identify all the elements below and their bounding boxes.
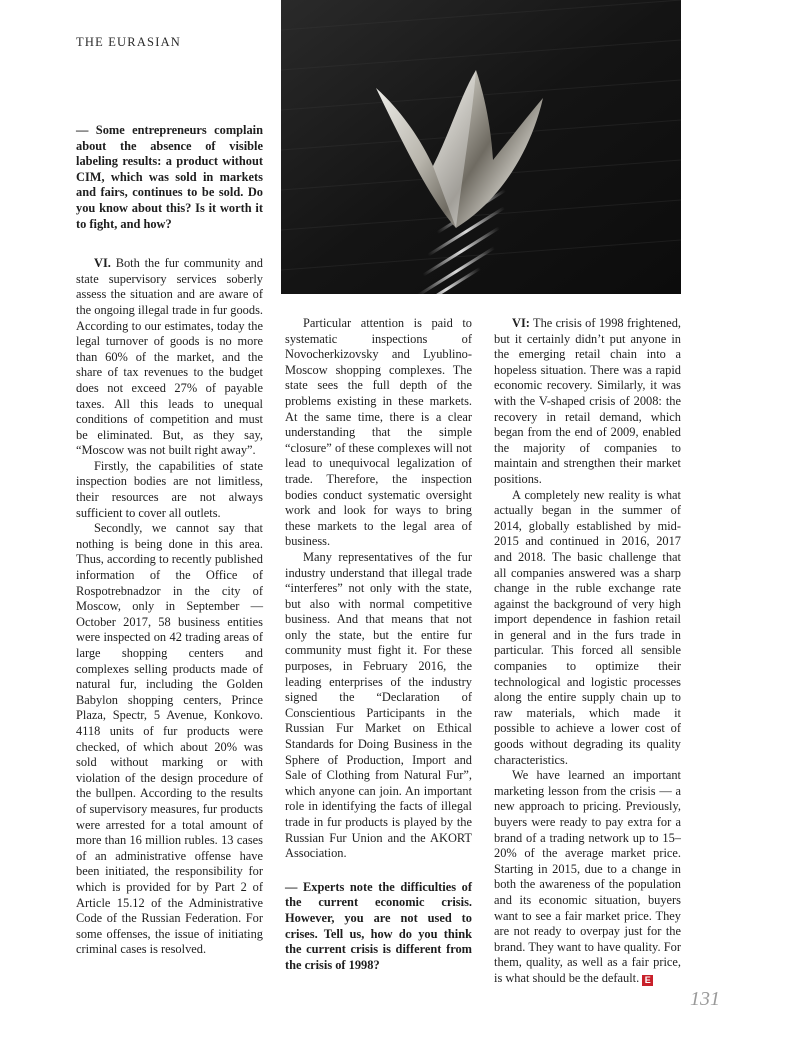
interview-question: — Experts note the difficulties of the current economic crisis. However, you are not used to crises. Tell us, how do you think the current crisis is different from the crisis of 1998? bbox=[285, 879, 472, 972]
answer-paragraph: Many representatives of the fur industry understand that illegal trade “interferes” not only with the state, but also with normal competitive business. And that means that not only the state, but the entire fur community must fight it. For these purposes, in February 2016, the leading enterprises of the industry signed the “Declaration of Conscientious Participants in the Russian Fur Market on Ethical Standards for Doing Business in the Sphere of Production, Import and Sale of Clothing from Natural Fur”, which anyone can join. An important role in identifying the facts of illegal trade in fur products is played by the Russian Fur Union and the AKORT Association. bbox=[285, 549, 472, 861]
answer-paragraph: A completely new reality is what actually began in the summer of 2014, globally established by mid-2015 and continued in 2016, 2017 and 2018. The basic challenge that all companies answered was a sharp change in the ruble exchange rate against the background of very high import dependence in fashion retail in general and in the furs trade in particular. This forced all sensible companies to optimize their technological and logistic processes along the entire supply chain up to raw materials, which made it possible to achieve a lower cost of goods without degrading its quality characteristics. bbox=[494, 487, 681, 767]
column-middle bbox=[285, 316, 472, 973]
end-of-article-mark: E bbox=[642, 975, 653, 986]
interview-question: — Some entrepreneurs complain about the absence of visible labeling results: a product without CIM, which was sold in markets and fairs, continues to be sold. Do you know about this? Is it worth it to fight, and how? bbox=[76, 123, 263, 231]
answer-paragraph bbox=[494, 316, 681, 488]
answer-text: Both the fur community and state supervisory services soberly assess the situation and are aware of the ongoing illegal trade in fur goods. According to our estimates, today the legal turnover of goods is no more than 60% of the market, and the share of tax revenues to the budget does not exceed 27% of payable taxes. All this leads to unequal conditions of competition and must be eliminated. But, as they say, “Moscow was not built right away”. bbox=[76, 256, 263, 458]
speaker-initials: VI. bbox=[94, 256, 111, 271]
speaker-initials: VI: bbox=[512, 316, 530, 330]
column-right bbox=[494, 316, 681, 987]
answer-text: The crisis of 1998 frightened, but it certainly didn’t put anyone in the emerging retail chain into a hopeless situation. There was a rapid economic recovery. Similarly, it was with the V-shaped crisis of 2008: the recovery in retail demand, which began from the end of 2009, enabled the majority of companies to maintain and strengthen their market positions. bbox=[494, 316, 681, 486]
answer-paragraph: Secondly, we cannot say that nothing is being done in this area. Thus, according to recently published information of the Office of Rospotrebnadzor in the city of Moscow, only in September — October 2017, 58 business entities were inspected on 42 trading areas of large shopping centers and complexes selling products made of natural fur, including the Golden Babylon shopping centers, Prince Plaza, Spectr, 5 Avenue, Konkovo. 4118 units of fur products were checked, of which about 20% was sold without marking or with violation of the design procedure of the bullpen. According to the results of supervisory measures, fur products were arrested for a total amount of more than 16 million rubles. 13 cases of an administrative offense have been initiated, the responsibility for which is provided for by Part 2 of Article 15.12 of the Administrative Code of the Russian Federation. For some offenses, the issue of initiating criminal cases is resolved. bbox=[76, 521, 263, 957]
answer-paragraph bbox=[76, 256, 263, 459]
page-number: 131 bbox=[690, 988, 720, 1010]
crown-logo-photo bbox=[281, 0, 681, 294]
answer-text: We have learned an important marketing lesson from the crisis — a new approach to pricing. Previously, buyers were ready to pay extra for a brand of a trading network up to 15–20% of the average market price. Starting in 2015, due to a change in both the awareness of the population and its economic situation, buyers want to see a fair market price. They are not ready to overpay just for the brand. They want to have quality. For them, quality, as well as a fair price, is what should be the default. bbox=[494, 768, 681, 985]
crown-logo-image bbox=[281, 0, 681, 294]
answer-paragraph bbox=[494, 768, 681, 986]
column-left bbox=[76, 123, 263, 958]
answer-paragraph: Particular attention is paid to systematic inspections of Novocherkizovsky and Lyublino-Moscow shopping complexes. The state sees the full depth of the problems existing in these markets. At the same time, there is a clear understanding that the simple “closure” of these complexes will not lead to unequivocal legalization of trade. Therefore, the inspection bodies conduct systematic oversight work and look for ways to bring these markets to the legal area of business. bbox=[285, 316, 472, 549]
magazine-title: THE EURASIAN bbox=[76, 35, 182, 49]
answer-paragraph: Firstly, the capabilities of state inspection bodies are not limitless, their resources are not always sufficient to cover all outlets. bbox=[76, 458, 263, 520]
